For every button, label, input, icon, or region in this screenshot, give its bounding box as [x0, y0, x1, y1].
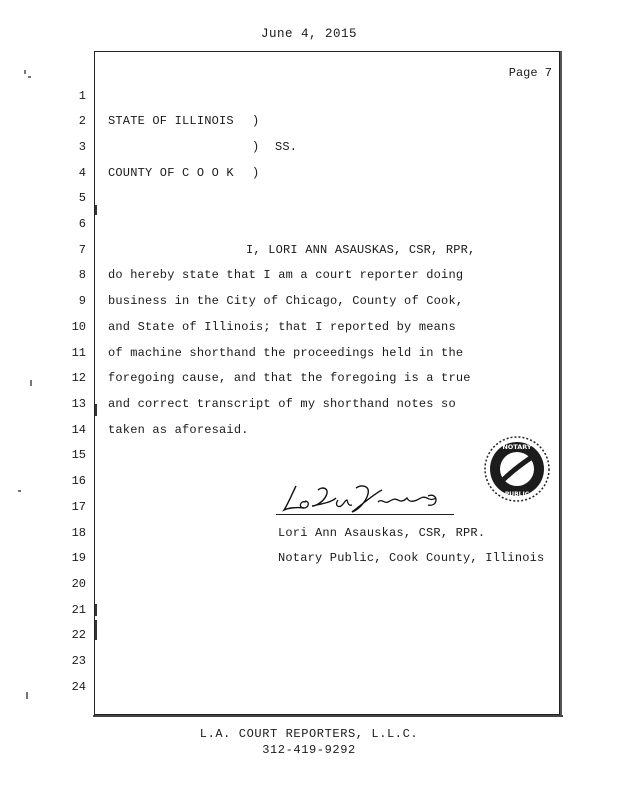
margin-mark	[95, 604, 97, 616]
signature-line	[276, 514, 454, 515]
notary-title: Notary Public, Cook County, Illinois	[278, 551, 545, 565]
caption-paren: )	[252, 114, 260, 128]
line-number: 22	[71, 628, 86, 642]
line-number: 2	[78, 114, 86, 128]
margin-mark	[95, 205, 97, 215]
page-label: Page 7	[508, 66, 552, 80]
body-line: foregoing cause, and that the foregoing is a true	[108, 371, 471, 385]
line-number: 10	[71, 320, 86, 334]
line-number: 5	[78, 191, 86, 205]
line-number: 6	[78, 217, 86, 231]
line-number: 24	[71, 680, 86, 694]
line-number: 12	[71, 371, 86, 385]
scan-speck	[18, 490, 21, 492]
line-number: 8	[78, 268, 86, 282]
line-number: 21	[71, 603, 86, 617]
line-number: 14	[71, 423, 86, 437]
line-number: 19	[71, 551, 86, 565]
caption-state: STATE OF ILLINOIS	[108, 114, 234, 128]
line-number: 9	[78, 294, 86, 308]
handwritten-signature	[278, 480, 448, 516]
caption-ss: SS.	[275, 140, 298, 154]
body-line: business in the City of Chicago, County of Cook,	[108, 294, 464, 308]
line-number: 11	[71, 346, 86, 360]
caption-paren: )	[252, 140, 260, 154]
svg-text:NOTARY: NOTARY	[502, 443, 532, 451]
line-number: 4	[78, 166, 86, 180]
line-number: 3	[78, 140, 86, 154]
body-line: and State of Illinois; that I reported by means	[108, 320, 456, 334]
line-number: 7	[78, 243, 86, 257]
frame-shadow	[93, 715, 563, 717]
header-date: June 4, 2015	[260, 27, 357, 41]
body-line: I, LORI ANN ASAUSKAS, CSR, RPR,	[246, 243, 476, 257]
line-number: 15	[71, 448, 86, 462]
caption-county: COUNTY OF C O O K	[108, 166, 234, 180]
line-number: 1	[78, 89, 86, 103]
margin-mark	[95, 404, 97, 416]
body-line: of machine shorthand the proceedings held in the	[108, 346, 464, 360]
scan-speck	[28, 76, 31, 78]
body-line: taken as aforesaid.	[108, 423, 249, 437]
reporter-name: Lori Ann Asauskas, CSR, RPR.	[278, 526, 486, 540]
body-line: do hereby state that I am a court reporter doing	[108, 268, 464, 282]
footer-company: L.A. COURT REPORTERS, L.L.C.	[199, 727, 419, 741]
line-number: 20	[71, 577, 86, 591]
line-number: 23	[71, 654, 86, 668]
footer-phone: 312-419-9292	[262, 743, 356, 757]
line-number: 13	[71, 397, 86, 411]
notary-seal	[474, 435, 560, 503]
line-number: 17	[71, 500, 86, 514]
line-number: 18	[71, 526, 86, 540]
scan-speck	[26, 692, 28, 699]
scan-speck	[30, 380, 32, 386]
line-number: 16	[71, 474, 86, 488]
caption-paren: )	[252, 166, 260, 180]
frame-edge	[560, 51, 562, 717]
scan-speck	[24, 70, 26, 74]
body-line: and correct transcript of my shorthand notes so	[108, 397, 456, 411]
margin-mark	[95, 620, 97, 640]
svg-text:PUBLIC: PUBLIC	[504, 491, 530, 498]
